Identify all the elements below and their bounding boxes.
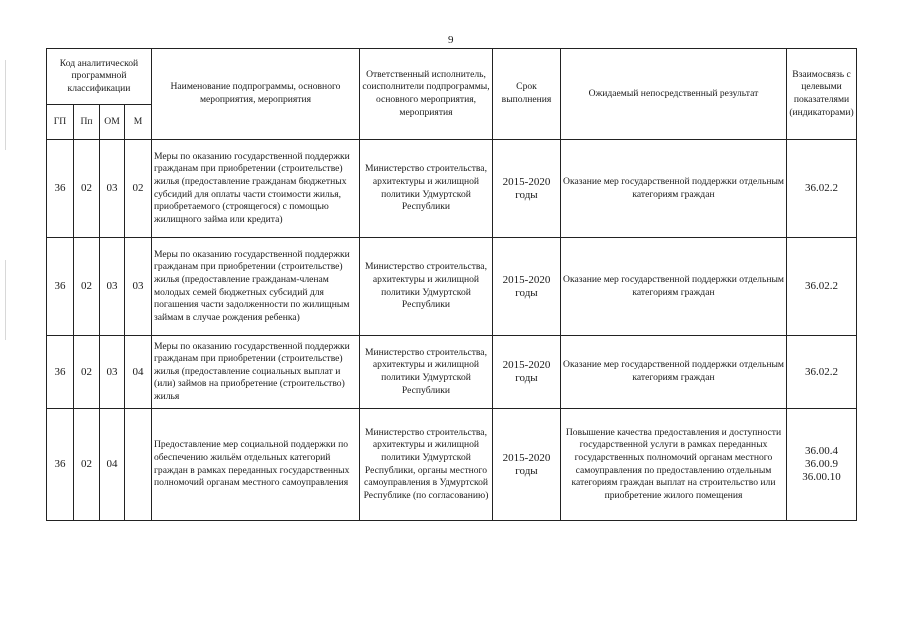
- cell-pp: 02: [74, 238, 100, 336]
- header-responsible: Ответственный исполнитель, соисполнители подпрограммы, основного мероприятия, мероприятия: [360, 49, 493, 140]
- cell-responsible: Министерство строительства, архитектуры и жилищной политики Удмуртской Республики, органы местного самоуправления в Удмуртской Республике (по согласованию): [360, 409, 493, 521]
- cell-m: 04: [125, 336, 152, 409]
- indicator-code: 36.02.2: [805, 280, 838, 292]
- cell-pp: 02: [74, 409, 100, 521]
- header-code-om: ОМ: [100, 105, 125, 140]
- indicator-code: 36.00.4: [805, 445, 838, 457]
- cell-m: 03: [125, 238, 152, 336]
- scan-margin-mark: [5, 60, 6, 150]
- cell-result: Оказание мер государственной поддержки отдельным категориям граждан: [561, 336, 787, 409]
- cell-term: 2015-2020 годы: [493, 336, 561, 409]
- cell-result: Оказание мер государственной поддержки отдельным категориям граждан: [561, 140, 787, 238]
- cell-m: 02: [125, 140, 152, 238]
- cell-om: 03: [100, 140, 125, 238]
- cell-responsible: Министерство строительства, архитектуры и жилищной политики Удмуртской Республики: [360, 336, 493, 409]
- header-code-gp: ГП: [47, 105, 74, 140]
- cell-pp: 02: [74, 336, 100, 409]
- table-row: [47, 140, 857, 238]
- program-table: [46, 48, 857, 521]
- scan-margin-mark: [5, 260, 6, 340]
- header-link: Взаимосвязь с целевыми показателями (индикаторами): [787, 49, 857, 140]
- cell-om: 03: [100, 336, 125, 409]
- cell-term: 2015-2020 годы: [493, 238, 561, 336]
- cell-responsible: Министерство строительства, архитектуры и жилищной политики Удмуртской Республики: [360, 238, 493, 336]
- header-name: Наименование подпрограммы, основного мероприятия, мероприятия: [152, 49, 360, 140]
- cell-indicators: [787, 409, 857, 521]
- table-row: [47, 336, 857, 409]
- cell-name: Меры по оказанию государственной поддержки гражданам при приобретении (строительстве) жилья (предоставление социальных выплат и (или) займов на приобретение (строительство) жилья: [152, 336, 360, 409]
- cell-pp: 02: [74, 140, 100, 238]
- cell-indicators: [787, 238, 857, 336]
- cell-result: Оказание мер государственной поддержки отдельным категориям граждан: [561, 238, 787, 336]
- header-term: Срок выполнения: [493, 49, 561, 140]
- indicator-code: 36.02.2: [805, 365, 838, 378]
- page-number: 9: [448, 34, 454, 46]
- cell-name: Меры по оказанию государственной поддержки гражданам при приобретении (строительстве) жилья (предоставление гражданам-членам молодых семей бюджетных субсидий для погашения части задолженности по жилищным займам в случае рождения ребенка): [152, 238, 360, 336]
- cell-om: 04: [100, 409, 125, 521]
- cell-gp: 36: [47, 409, 74, 521]
- cell-gp: 36: [47, 140, 74, 238]
- cell-term: 2015-2020 годы: [493, 140, 561, 238]
- header-code-group: Код аналитической программной классификации: [47, 49, 152, 105]
- cell-indicators: [787, 140, 857, 238]
- cell-gp: 36: [47, 238, 74, 336]
- cell-name: Меры по оказанию государственной поддержки гражданам при приобретении (строительстве) жилья (предоставление гражданам бюджетных субсидий для оплаты части стоимости жилья, приобретаемого (строящегося) с помощью жилищного займа или кредита): [152, 140, 360, 238]
- table-row: [47, 238, 857, 336]
- cell-gp: 36: [47, 336, 74, 409]
- cell-term: 2015-2020 годы: [493, 409, 561, 521]
- cell-om: 03: [100, 238, 125, 336]
- indicator-code: 36.02.2: [805, 182, 838, 194]
- indicator-code: 36.00.10: [802, 471, 841, 483]
- header-code-pp: Пп: [74, 105, 100, 140]
- table-row: [47, 409, 857, 521]
- cell-result: Повышение качества предоставления и доступности государственной услуги в рамках переданных государственных полномочий органам местного самоуправления по предоставлению отдельным категориям граждан выплат на строительство или приобретение жилого помещения: [561, 409, 787, 521]
- cell-name: Предоставление мер социальной поддержки по обеспечению жильём отдельных категорий граждан в рамках переданных государственных полномочий органам местного самоуправления: [152, 409, 360, 521]
- header-result: Ожидаемый непосредственный результат: [561, 49, 787, 140]
- header-code-m: М: [125, 105, 152, 140]
- cell-indicators: [787, 336, 857, 409]
- indicator-code: 36.00.9: [805, 458, 838, 470]
- cell-m: [125, 409, 152, 521]
- cell-responsible: Министерство строительства, архитектуры и жилищной политики Удмуртской Республики: [360, 140, 493, 238]
